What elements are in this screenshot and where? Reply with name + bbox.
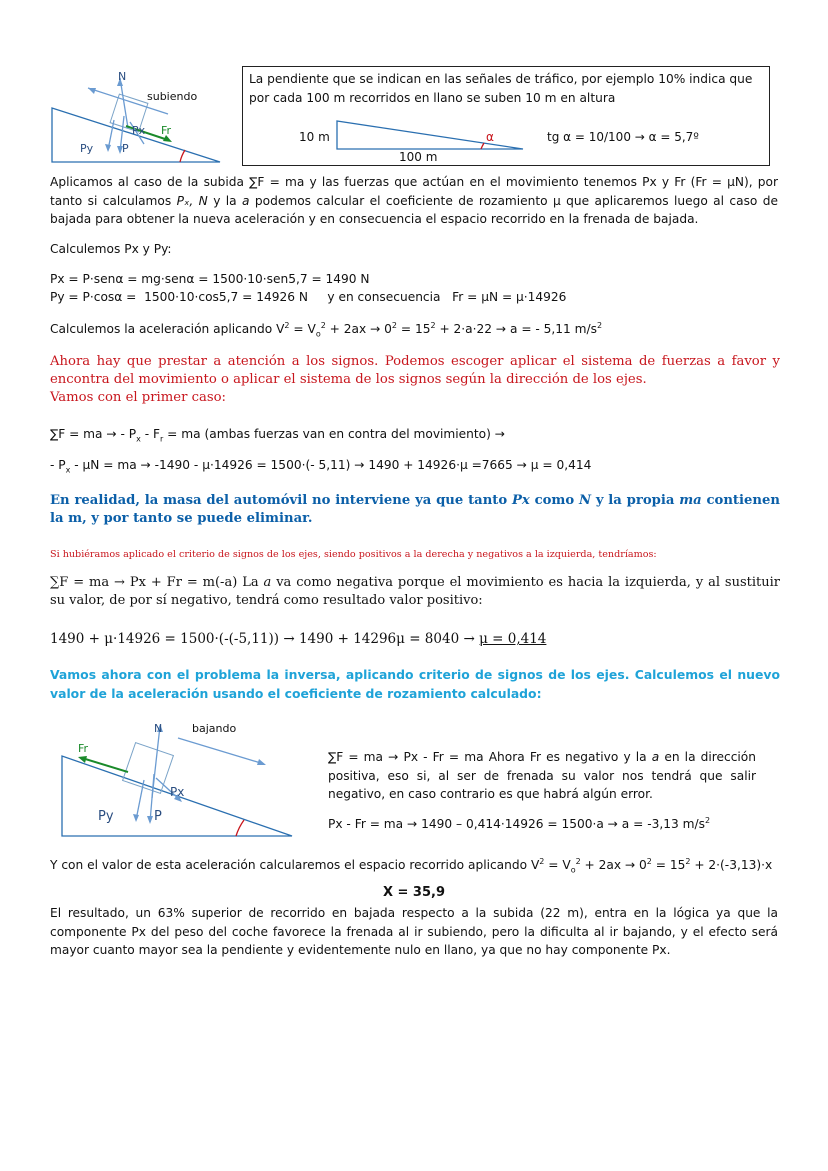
px-equation: Px = P·senα = mg·senα = 1500·10·sen5,7 = 1490 N	[50, 272, 370, 286]
space-sup-3: 2	[646, 857, 652, 866]
eq1-text-b: - F	[140, 427, 160, 441]
eq1-sub-x: x	[136, 434, 141, 444]
accel-sup-5: 2	[597, 321, 603, 330]
space-sub-1: o	[570, 865, 576, 875]
mass-note-f: ma	[679, 493, 702, 508]
downhill-eq-sup: 2	[704, 816, 711, 825]
angle-arc	[180, 150, 185, 162]
signs-note-paragraph	[50, 353, 780, 407]
mu-eq-result: μ = 0,414	[479, 631, 547, 647]
label-p-2: P	[154, 809, 162, 824]
space-sup-2: 2	[575, 857, 581, 866]
eq2-text-b: - μN = ma → -1490 - μ·14926 = 1500·(- 5,11) → 1490 + 14926·μ =7665 → μ = 0,414	[70, 458, 592, 472]
intro-text-e: podemos calcular el coeficiente de rozamiento μ que aplicaremos luego al caso de bajada para obtener la nueva aceleración y en consecuencia el espacio recorrido en la frenada de bajada.	[50, 193, 779, 226]
slope-info-box	[242, 66, 770, 166]
intro-text-a: Aplicamos al caso de la subida ∑F = ma y las fuerzas que actúan en el movimiento tenemos Px y Fr (Fr = μN), por tanto si calculamos	[50, 175, 778, 208]
downhill-text-b: a	[651, 750, 660, 764]
force-equation-1	[50, 425, 505, 449]
mass-note-d: N	[578, 493, 592, 508]
mass-note-b: Px	[512, 493, 530, 508]
label-px-2: Px	[170, 785, 185, 799]
downhill-text-a: ∑F = ma → Px - Fr = ma Ahora Fr es negativo y la	[328, 750, 652, 764]
mu-equation	[50, 630, 546, 649]
accel-sup-3: 2	[391, 321, 398, 330]
accel-sub-1: o	[315, 329, 321, 339]
space-text-d: = 15	[651, 858, 686, 873]
intro-text-d: a	[242, 193, 250, 208]
eq1-sub-r: r	[160, 434, 164, 444]
axis-para-c: va como negativa porque el movimiento es hacia la izquierda, y al sustituir su valor, de por sí negativo, tendrá como resultado valor positivo:	[50, 575, 780, 608]
slope-formula: tg α = 10/100 → α = 5,7º	[547, 130, 699, 144]
accel-sup-4: 2	[430, 321, 436, 330]
slope-height-label: 10 m	[299, 130, 330, 144]
slope-base-label: 100 m	[399, 150, 438, 164]
space-text-e: + 2·(-3,13)·x	[690, 858, 773, 873]
intro-text-b: Pₓ, N	[176, 193, 208, 208]
mass-note-c: como	[529, 493, 579, 508]
mass-note-paragraph	[50, 492, 780, 528]
calc-label: Calculemos Px y Py:	[50, 242, 172, 256]
inverse-problem-paragraph: Vamos ahora con el problema la inversa, aplicando criterio de signos de los ejes. Calculemos el nuevo valor de la aceleración usando el coeficiente de rozamiento calculado:	[50, 667, 780, 701]
label-py-2: Py	[98, 809, 114, 824]
label-direction: subiendo	[147, 90, 198, 103]
mass-note-a: En realidad, la masa del automóvil no interviene ya que tanto	[50, 493, 512, 508]
slope-box-text: La pendiente que se indican en las señales de tráfico, por ejemplo 10% indica que por cada 100 m recorridos en llano se suben 10 m en altura	[249, 72, 753, 105]
signs-note-line1: Ahora hay que prestar a atención a los signos. Podemos escoger aplicar el sistema de fuerzas a favor y encontra del movimiento o aplicar el sistema de los signos según la dirección de los ejes.	[50, 354, 780, 387]
eq2-text-a: - P	[50, 458, 66, 472]
conclusion-paragraph: El resultado, un 63% superior de recorrido en bajada respecto a la subida (22 m), entra en la lógica ya que la componente Px del peso del coche favorece la frenada al ir subiendo, pero la dificulta al ir bajando, y el efecto será mayor cuanto mayor sea la pendiente y evidentemente nulo en llano, ya que no hay componente Px.	[50, 906, 778, 957]
label-n: N	[118, 70, 127, 83]
eq2-sub-x: x	[65, 465, 71, 475]
axis-signs-note: Si hubiéramos aplicado el criterio de signos de los ejes, siendo positivos a la derecha y negativos a la izquierda, tendríamos:	[50, 549, 657, 560]
space-sup-4: 2	[685, 857, 691, 866]
label-n-2: N	[154, 722, 163, 735]
mass-note-e: y la propia	[591, 493, 680, 508]
accel-text-e: + 2·a·22 → a = - 5,11 m/s	[435, 322, 598, 337]
axis-para-b: a	[263, 575, 272, 590]
label-fr-2: Fr	[78, 742, 89, 755]
downhill-eq-text: Px - Fr = ma → 1490 – 0,414·14926 = 1500·a → a = -3,13 m/s	[328, 817, 705, 832]
label-direction-2: bajando	[192, 722, 237, 735]
label-p: P	[122, 142, 129, 155]
accel-text-c: + 2ax → 0	[325, 322, 392, 337]
space-sup-1: 2	[539, 857, 545, 866]
result-value: X = 35,9	[382, 885, 446, 900]
intro-paragraph	[50, 173, 778, 229]
force-equation-2	[50, 456, 591, 480]
accel-text-d: = 15	[397, 322, 431, 337]
space-text-c: + 2ax → 0	[580, 858, 647, 873]
mu-eq-a: 1490 + μ·14926 = 1500·(-(-5,11)) → 1490 + 14296μ = 8040 →	[50, 631, 480, 647]
mass-note-g: contienen la m, y por tanto se puede eliminar.	[50, 493, 780, 526]
downhill-force-diagram	[58, 718, 308, 842]
angle-arc-2	[236, 820, 244, 836]
label-fr: Fr	[161, 124, 172, 137]
accel-sup-2: 2	[320, 321, 326, 330]
slope-triangle	[243, 117, 769, 165]
distance-equation	[50, 853, 772, 880]
signs-note-line2: Vamos con el primer caso:	[50, 390, 226, 405]
downhill-explanation	[328, 748, 756, 804]
uphill-force-diagram	[48, 64, 228, 168]
axis-para-a: ∑F = ma → Px + Fr = m(-a) La	[50, 575, 264, 590]
accel-text-a: Calculemos la aceleración aplicando V	[50, 322, 285, 337]
space-text-b: = V	[544, 858, 571, 873]
downhill-text-c: en la dirección positiva, eso si, al ser de frenada su valor nos tendrá que salir negativo, en caso contrario es que habrá algún error.	[328, 750, 756, 801]
accel-text-b: = V	[289, 322, 316, 337]
downhill-equation	[328, 812, 710, 834]
axis-signs-paragraph	[50, 574, 780, 610]
eq1-text-a: ∑F = ma → - P	[50, 427, 137, 441]
eq1-text-c: = ma (ambas fuerzas van en contra del movimiento) →	[163, 427, 505, 441]
space-text-a: Y con el valor de esta aceleración calcularemos el espacio recorrido aplicando V	[50, 858, 540, 873]
accel-sup-1: 2	[284, 321, 290, 330]
intro-text-c: y la	[207, 193, 243, 208]
label-py: Py	[80, 142, 94, 155]
label-px: Px	[132, 124, 146, 137]
py-equation: Py = P·cosα = 1500·10·cos5,7 = 14926 N y en consecuencia Fr = μN = μ·14926	[50, 290, 567, 304]
slope-alpha-label: α	[486, 130, 494, 144]
acceleration-equation	[50, 317, 602, 344]
